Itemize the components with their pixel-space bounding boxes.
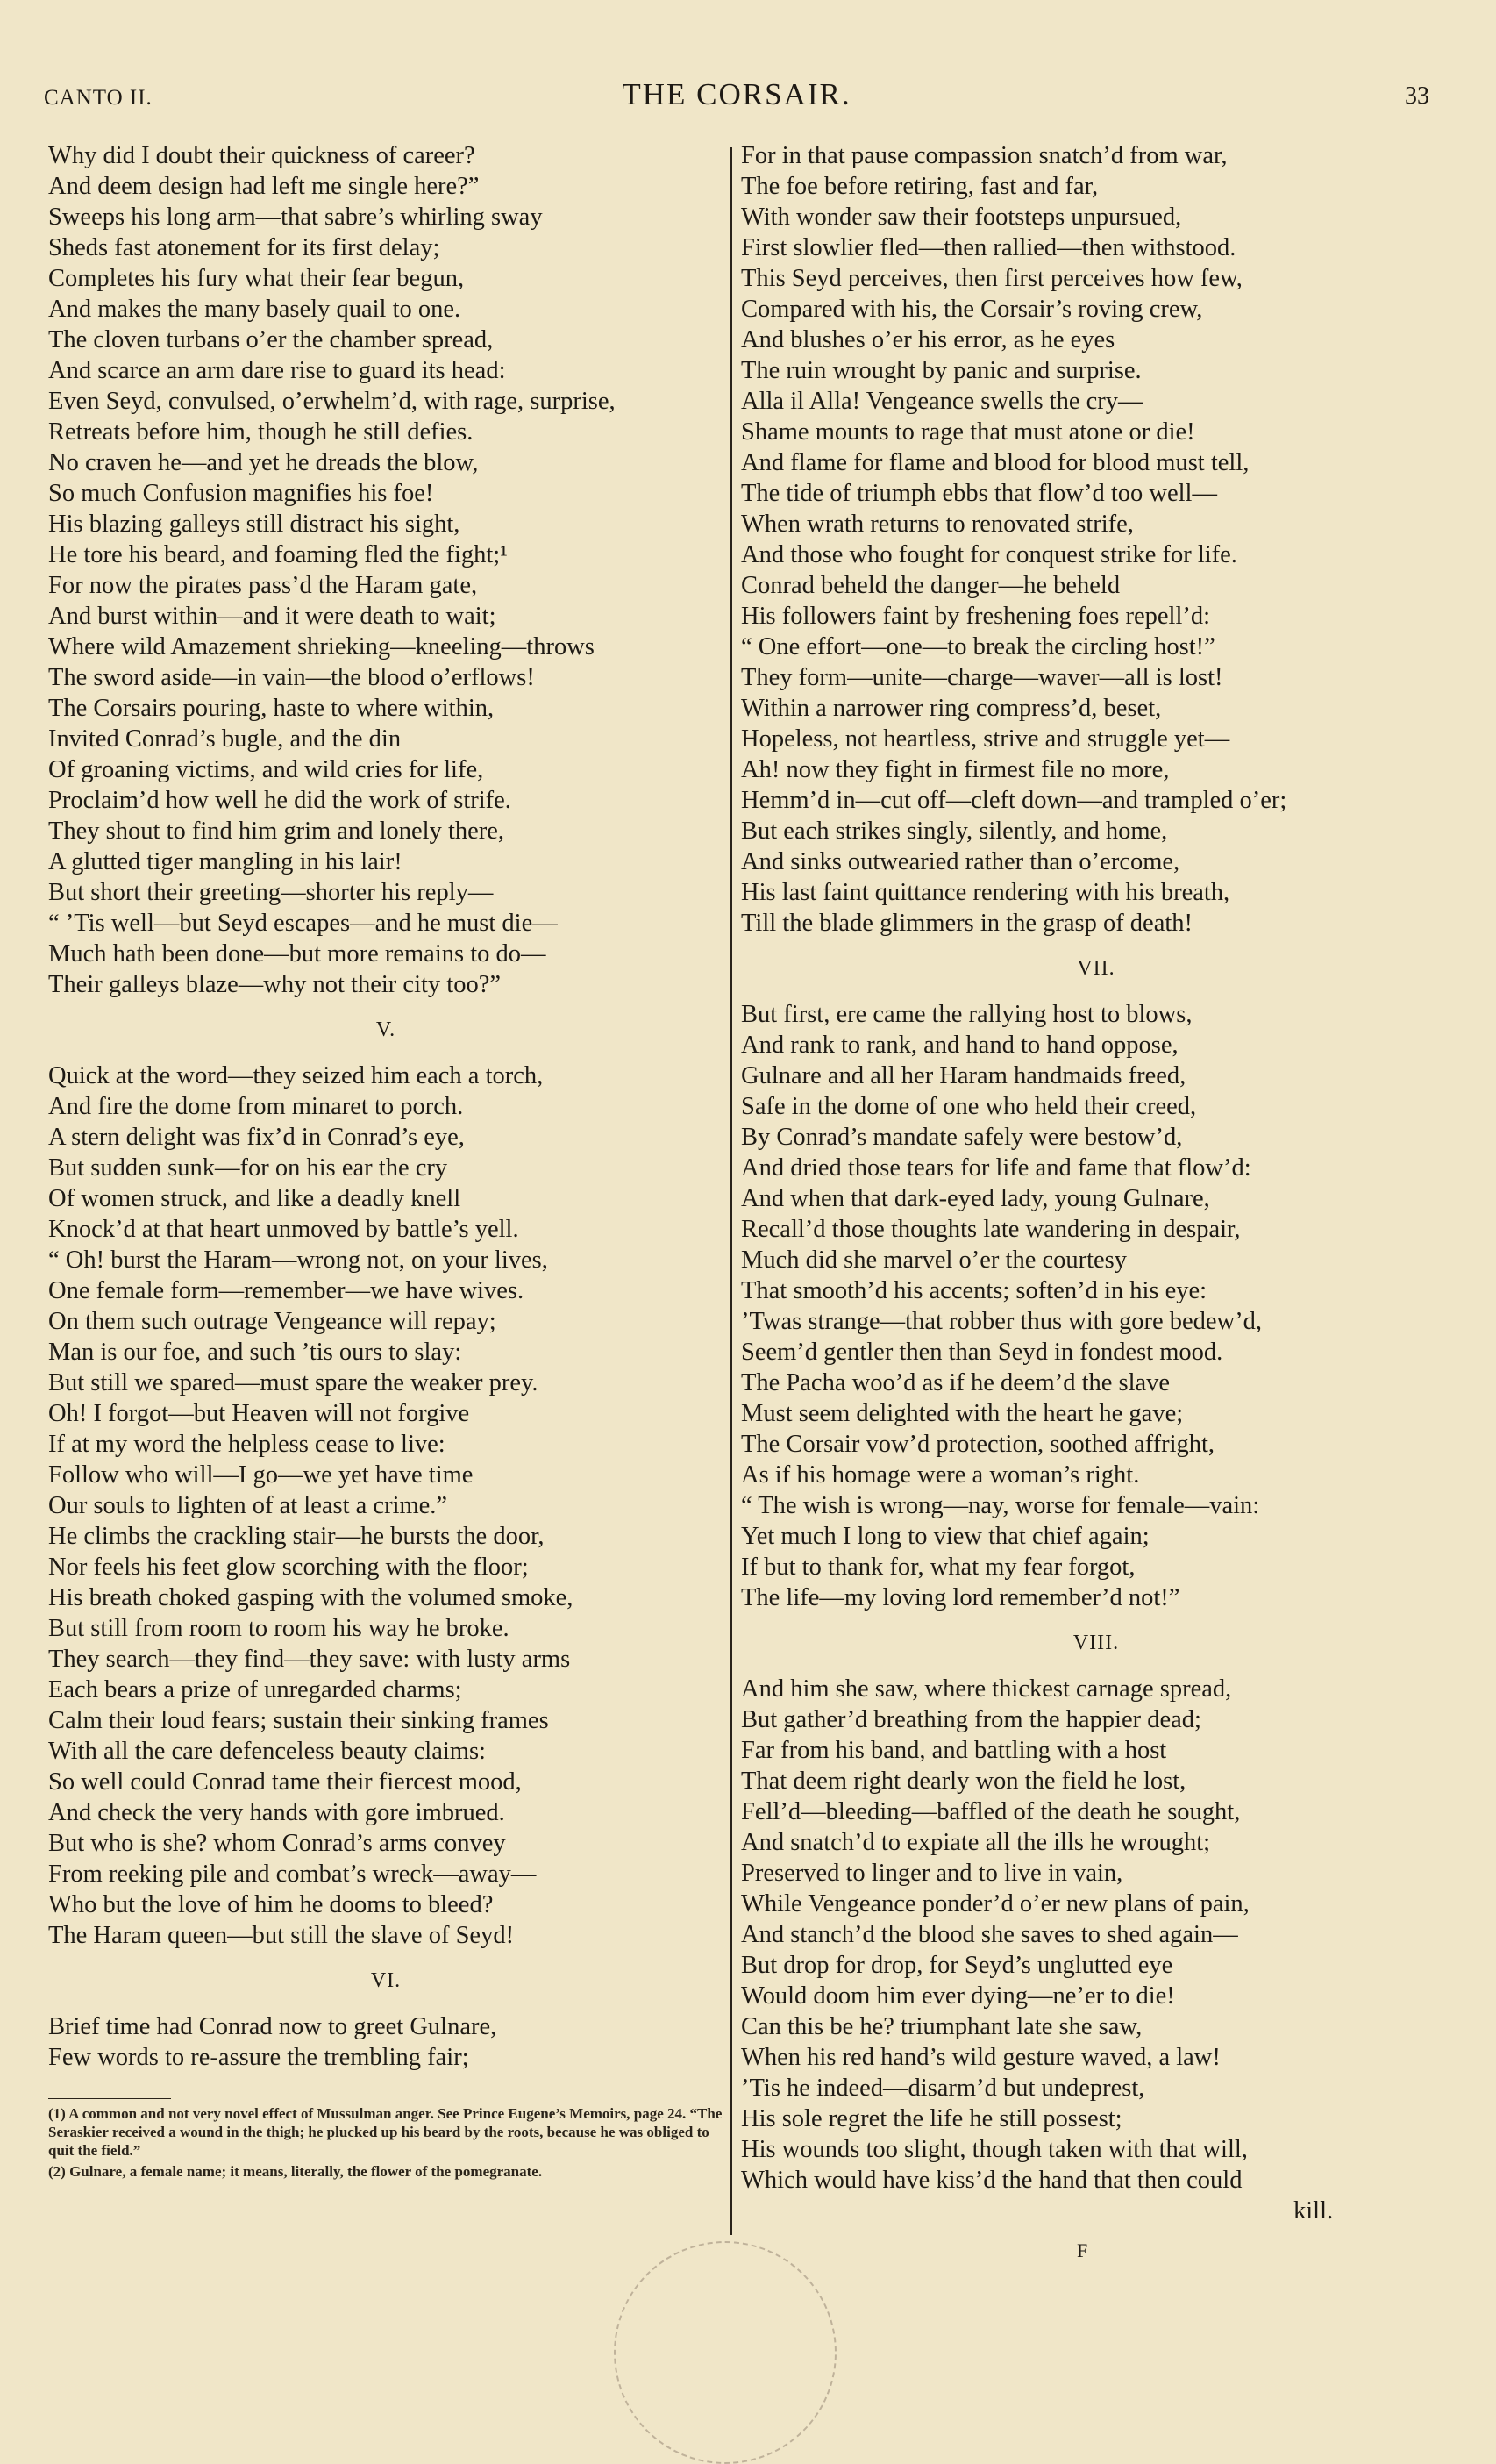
verse-line: Seem’d gentler then than Seyd in fondest mood. [741,1339,1223,1366]
verse-line: “ Oh! burst the Haram—wrong not, on your lives, [48,1246,548,1274]
verse-line: The tide of triumph ebbs that flow’d too well— [741,480,1217,507]
verse-line: Would doom him ever dying—ne’er to die! [741,1982,1175,2010]
verse-line: Even Seyd, convulsed, o’erwhelm’d, with rage, surprise, [48,388,616,415]
verse-line: But who is she? whom Conrad’s arms convey [48,1830,506,1857]
verse-line: Yet much I long to view that chief again; [741,1523,1150,1550]
page-number: 33 [1405,82,1429,110]
verse-line: And those who fought for conquest strike for life. [741,541,1237,568]
verse-line: Quick at the word—they seized him each a torch, [48,1062,544,1089]
verse-line: One female form—remember—we have wives. [48,1277,524,1304]
verse-line: The Corsairs pouring, haste to where within, [48,695,495,722]
verse-line: But each strikes singly, silently, and home, [741,818,1168,845]
verse-line: And makes the many basely quail to one. [48,296,461,323]
verse-line: If at my word the helpless cease to live: [48,1431,445,1458]
verse-line: Man is our foe, and such ’tis ours to slay: [48,1339,462,1366]
verse-line: And burst within—and it were death to wait; [48,603,496,630]
right-column [741,140,1451,2226]
verse-line: Why did I doubt their quickness of career? [48,142,475,169]
verse-line: The sword aside—in vain—the blood o’erflows! [48,664,535,691]
verse-line: By Conrad’s mandate safely were bestow’d, [741,1124,1183,1151]
verse-line: He climbs the crackling stair—he bursts the door, [48,1523,545,1550]
verse-line: The ruin wrought by panic and surprise. [741,357,1142,384]
verse-line: And stanch’d the blood she saves to shed again— [741,1921,1238,1948]
verse-line: Hopeless, not heartless, strive and struggle yet— [741,725,1230,753]
column-divider [730,147,732,2235]
verse-line: This Seyd perceives, then first perceives how few, [741,265,1243,292]
verse-line: The Pacha woo’d as if he deem’d the slave [741,1369,1171,1396]
verse-line: The life—my loving lord remember’d not!” [741,1584,1180,1611]
verse-line: And deem design had left me single here?” [48,173,480,200]
verse-line: Must seem delighted with the heart he gave; [741,1400,1184,1427]
verse-line: When his red hand’s wild gesture waved, a law! [741,2044,1221,2071]
verse-line: A glutted tiger mangling in his lair! [48,848,402,875]
verse-line: Which would have kiss’d the hand that then could [741,2167,1243,2194]
verse-line: Oh! I forgot—but Heaven will not forgive [48,1400,470,1427]
verse-line: ’Twas strange—that robber thus with gore bedew’d, [741,1308,1262,1335]
verse-line: While Vengeance ponder’d o’er new plans of pain, [741,1890,1250,1918]
footnote: (2) Gulnare, a female name; it means, literally, the flower of the pomegranate. [48,2163,543,2180]
verse-line: And check the very hands with gore imbrued. [48,1799,505,1826]
verse-line: His sole regret the life he still possest; [741,2105,1122,2132]
canto-label: CANTO II. [44,86,153,110]
verse-line: kill. [1293,2197,1334,2225]
verse-line: Invited Conrad’s bugle, and the din [48,725,402,753]
verse-line: A stern delight was fix’d in Conrad’s eye, [48,1124,465,1151]
verse-line: His wounds too slight, though taken with that will, [741,2136,1248,2163]
verse-line: And flame for flame and blood for blood must tell, [741,449,1250,476]
verse-line: And sinks outwearied rather than o’ercome, [741,848,1180,875]
verse-line: Knock’d at that heart unmoved by battle’s yell. [48,1216,519,1243]
verse-line: Calm their loud fears; sustain their sinking frames [48,1707,549,1734]
verse-line: And blushes o’er his error, as he eyes [741,326,1115,354]
verse-line: Retreats before him, though he still defies. [48,418,474,446]
verse-line: Much hath been done—but more remains to do— [48,940,546,968]
verse-line: Fell’d—bleeding—baffled of the death he sought, [741,1798,1241,1825]
signature-mark: F [1077,2239,1088,2261]
verse-line: Who but the love of him he dooms to bleed? [48,1891,494,1918]
verse-line: And scarce an arm dare rise to guard its head: [48,357,506,384]
verse-line: And when that dark-eyed lady, young Gulnare, [741,1185,1210,1212]
verse-line: With all the care defenceless beauty claims: [48,1738,486,1765]
verse-line: But sudden sunk—for on his ear the cry [48,1154,448,1182]
verse-line: The Corsair vow’d protection, soothed affright, [741,1431,1215,1458]
footnote-rule [48,2098,171,2099]
verse-line: They shout to find him grim and lonely there, [48,818,505,845]
verse-line: “ One effort—one—to break the circling host!” [741,633,1215,661]
verse-line: Gulnare and all her Haram handmaids freed, [741,1062,1186,1089]
verse-line: So much Confusion magnifies his foe! [48,480,434,507]
verse-line: Can this be he? triumphant late she saw, [741,2013,1143,2040]
verse-line: Completes his fury what their fear begun, [48,265,465,292]
verse-line: Ah! now they fight in firmest file no more, [741,756,1170,783]
verse-line: Sheds fast atonement for its first delay; [48,234,440,261]
verse-line: Shame mounts to rage that must atone or die! [741,418,1195,446]
verse-line: Within a narrower ring compress’d, beset, [741,695,1162,722]
verse-line: On them such outrage Vengeance will repay; [48,1308,496,1335]
footnote: (1) A common and not very novel effect of Mussulman anger. See Prince Eugene’s Memoirs, page 24. “The Seraskier received a wound in the thigh; he plucked up his beard by the roots, because he was obliged to quit the field.” [48,2105,723,2159]
verse-line: First slowlier fled—then rallied—then withstood. [741,234,1236,261]
verse-line: Our souls to lighten of at least a crime.” [48,1492,448,1519]
verse-line: The cloven turbans o’er the chamber spread, [48,326,494,354]
verse-line: His followers faint by freshening foes repell’d: [741,603,1211,630]
verse-line: And dried those tears for life and fame that flow’d: [741,1154,1251,1182]
verse-line: And him she saw, where thickest carnage spread, [741,1675,1232,1703]
verse-line: With wonder saw their footsteps unpursued, [741,204,1182,231]
verse-line: For in that pause compassion snatch’d from war, [741,142,1228,169]
section-number: VII. [1077,957,1115,980]
verse-line: But drop for drop, for Seyd’s unglutted eye [741,1952,1173,1979]
verse-line: As if his homage were a woman’s right. [741,1461,1140,1489]
verse-line: If but to thank for, what my fear forgot, [741,1553,1136,1581]
verse-line: And rank to rank, and hand to hand oppose, [741,1032,1179,1059]
verse-line: But first, ere came the rallying host to blows, [741,1001,1193,1028]
library-stamp [614,2241,837,2464]
section-number: VI. [370,1969,402,1992]
verse-line: ’Tis he indeed—disarm’d but undeprest, [741,2075,1145,2102]
section-number: VIII. [1072,1632,1120,1654]
verse-line: Of groaning victims, and wild cries for life, [48,756,484,783]
verse-line: The Haram queen—but still the slave of Seyd! [48,1922,515,1949]
verse-line: For now the pirates pass’d the Haram gate, [48,572,478,599]
verse-line: Few words to re-assure the trembling fair; [48,2044,469,2071]
verse-line: That smooth’d his accents; soften’d in his eye: [741,1277,1207,1304]
verse-line: Nor feels his feet glow scorching with the floor; [48,1553,529,1581]
verse-line: Compared with his, the Corsair’s roving crew, [741,296,1203,323]
verse-line: His last faint quittance rendering with his breath, [741,879,1230,906]
verse-line: Alla il Alla! Vengeance swells the cry— [741,388,1143,415]
verse-line: Proclaim’d how well he did the work of strife. [48,787,511,814]
verse-line: So well could Conrad tame their fiercest mood, [48,1768,522,1796]
running-header [44,77,1429,121]
verse-line: But still we spared—must spare the weaker prey. [48,1369,538,1396]
verse-line: Hemm’d in—cut off—cleft down—and trampled o’er; [741,787,1287,814]
verse-line: Far from his band, and battling with a host [741,1737,1167,1764]
verse-line: Preserved to linger and to live in vain, [741,1860,1123,1887]
verse-line: Brief time had Conrad now to greet Gulnare, [48,2013,497,2040]
verse-line: When wrath returns to renovated strife, [741,511,1134,538]
verse-line: His breath choked gasping with the volumed smoke, [48,1584,573,1611]
verse-line: They form—unite—charge—waver—all is lost! [741,664,1223,691]
verse-line: That deem right dearly won the field he lost, [741,1768,1186,1795]
left-column [48,140,723,2073]
verse-line: The foe before retiring, fast and far, [741,173,1099,200]
verse-line: Till the blade glimmers in the grasp of death! [741,910,1193,937]
verse-line: Their galleys blaze—why not their city too?” [48,971,501,998]
verse-line: And fire the dome from minaret to porch. [48,1093,464,1120]
verse-line: Recall’d those thoughts late wandering in despair, [741,1216,1241,1243]
verse-line: No craven he—and yet he dreads the blow, [48,449,479,476]
verse-line: Follow who will—I go—we yet have time [48,1461,474,1489]
verse-line: And snatch’d to expiate all the ills he wrought; [741,1829,1211,1856]
verse-line: Safe in the dome of one who held their creed, [741,1093,1197,1120]
verse-line: From reeking pile and combat’s wreck—away— [48,1860,537,1888]
verse-line: Of women struck, and like a deadly knell [48,1185,461,1212]
verse-line: Where wild Amazement shrieking—kneeling—throws [48,633,595,661]
verse-line: “ The wish is wrong—nay, worse for female—vain: [741,1492,1260,1519]
verse-line: But still from room to room his way he broke. [48,1615,509,1642]
running-title: THE CORSAIR. [622,77,851,111]
verse-line: He tore his beard, and foaming fled the fight;¹ [48,541,508,568]
verse-line: But gather’d breathing from the happier dead; [741,1706,1201,1733]
section-number: V. [375,1018,396,1041]
verse-line: Sweeps his long arm—that sabre’s whirling sway [48,204,543,231]
verse-line: Each bears a prize of unregarded charms; [48,1676,462,1703]
verse-line: “ ’Tis well—but Seyd escapes—and he must die— [48,910,558,937]
verse-line: But short their greeting—shorter his reply— [48,879,494,906]
footnotes [48,2098,723,2183]
verse-line: His blazing galleys still distract his sight, [48,511,460,538]
verse-line: Conrad beheld the danger—he beheld [741,572,1121,599]
verse-line: Much did she marvel o’er the courtesy [741,1246,1128,1274]
verse-line: They search—they find—they save: with lusty arms [48,1646,571,1673]
